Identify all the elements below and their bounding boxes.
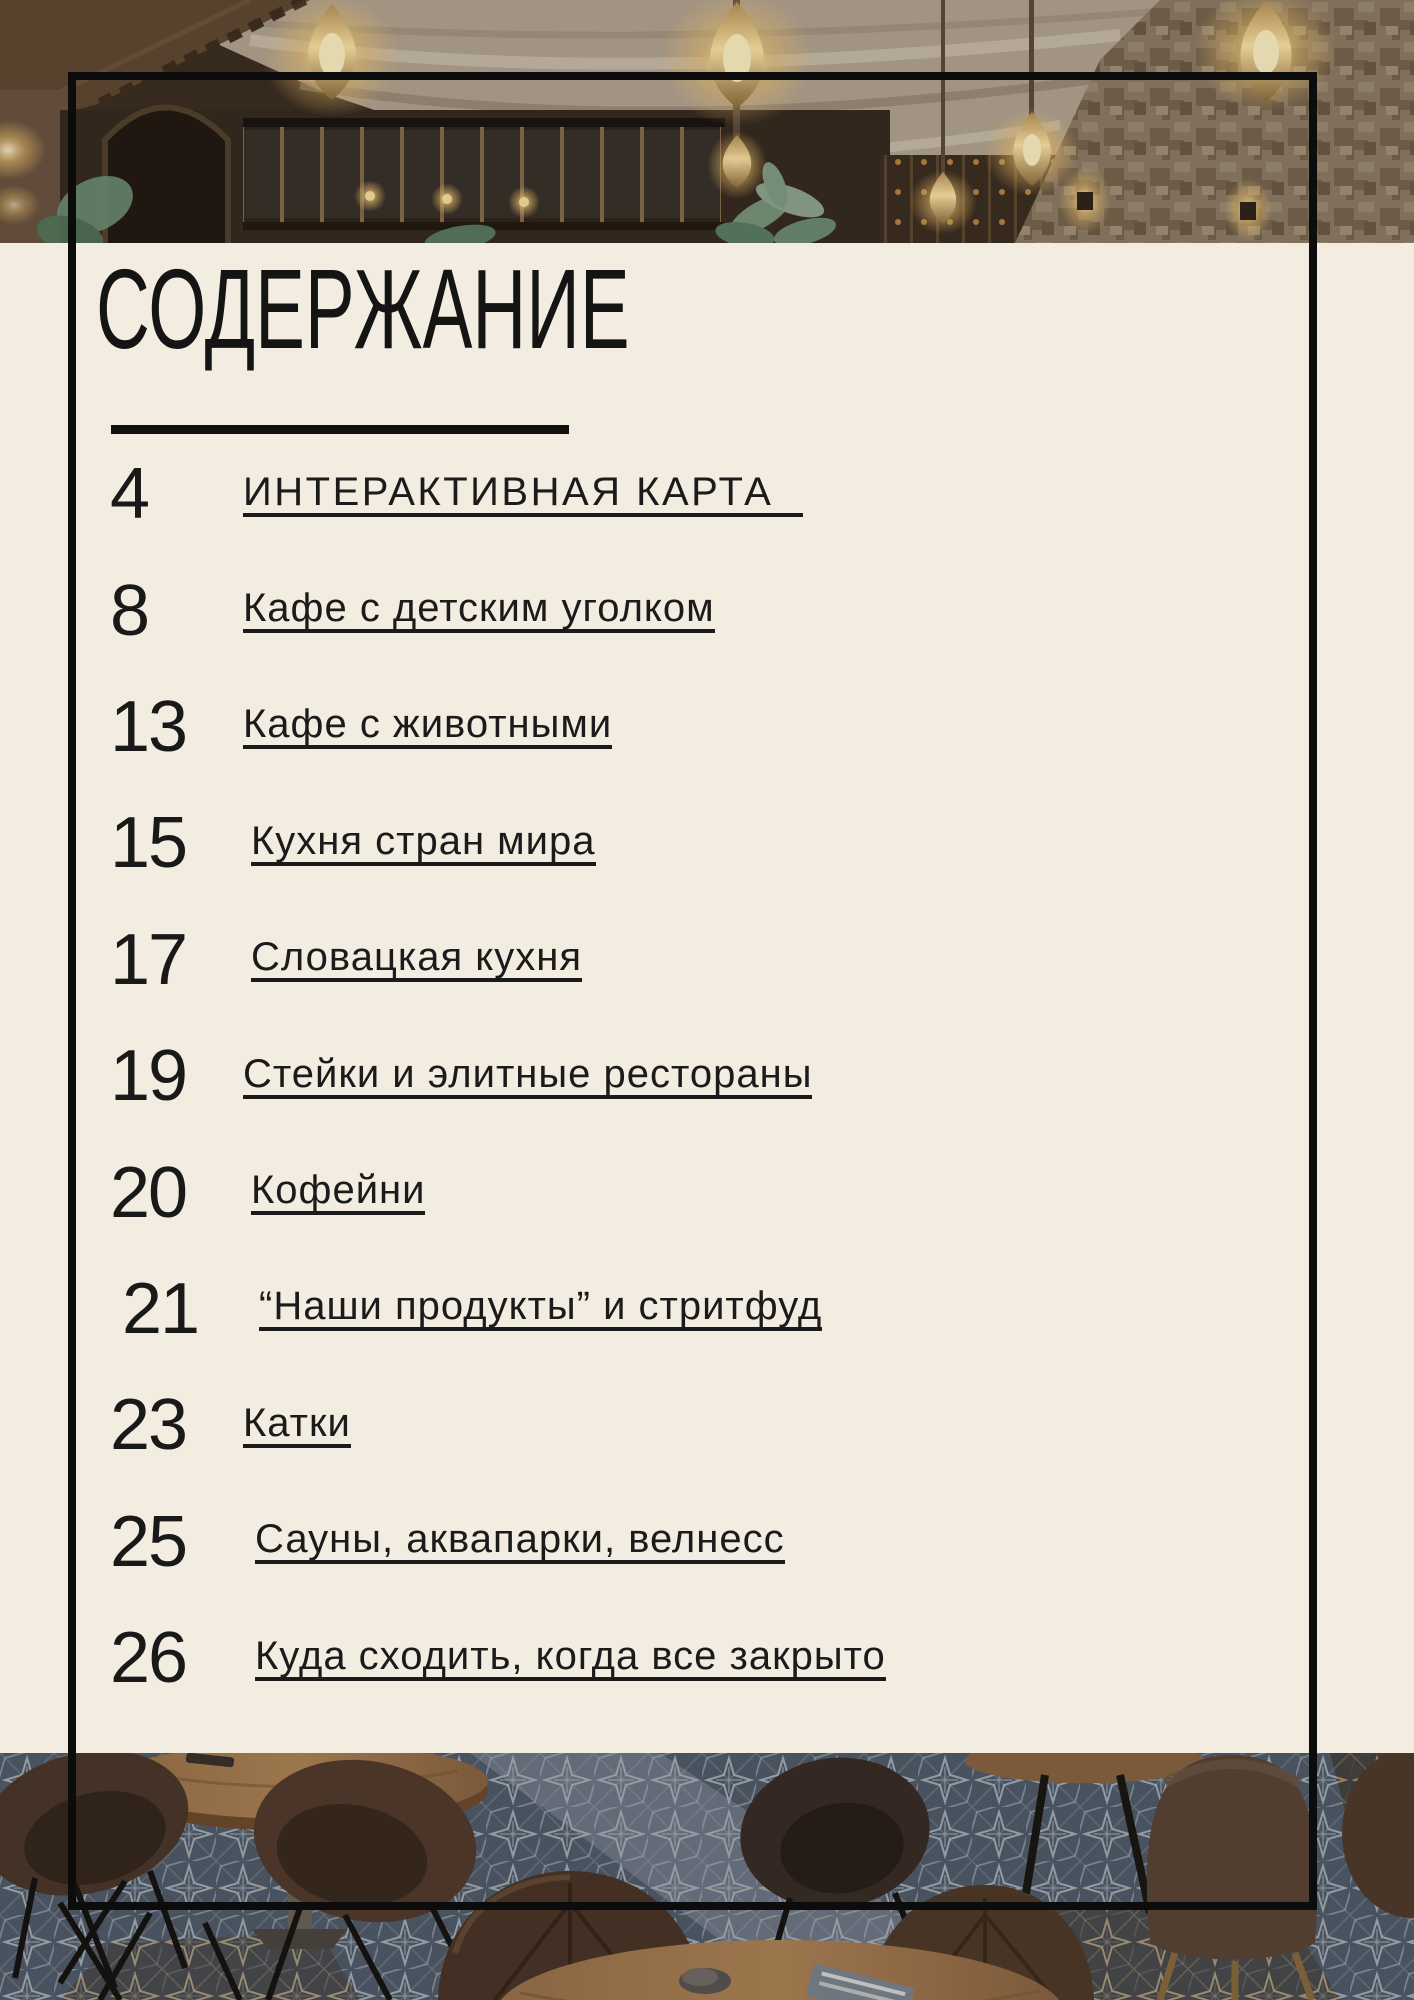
toc-link[interactable]: Сауны, аквапарки, велнесс [255, 1519, 785, 1564]
toc-row [0, 1367, 1414, 1483]
restaurant-interior-photo [0, 0, 1414, 243]
toc-row [0, 902, 1414, 1018]
toc-row [0, 1018, 1414, 1134]
toc-row [0, 669, 1414, 785]
toc-page-number: 26 [110, 1618, 187, 1699]
toc-page-number: 23 [110, 1385, 187, 1466]
toc-page-number: 17 [110, 919, 187, 1000]
title-underline [111, 425, 569, 434]
page-title: СОДЕРЖАНИЕ [96, 246, 630, 372]
toc-link[interactable]: Кофейни [251, 1170, 425, 1215]
toc-page-number: 8 [110, 570, 149, 651]
toc-list [0, 436, 1414, 1716]
toc-row [0, 1484, 1414, 1600]
toc-link[interactable]: “Наши продукты” и стритфуд [259, 1286, 822, 1331]
toc-page-number: 21 [122, 1268, 199, 1349]
toc-link[interactable]: Кафе с детским уголком [243, 588, 715, 633]
toc-link[interactable]: Катки [243, 1403, 351, 1448]
toc-row [0, 1134, 1414, 1250]
toc-row [0, 1600, 1414, 1716]
restaurant-interior-illustration [0, 0, 1414, 243]
toc-link[interactable]: Стейки и элитные рестораны [243, 1054, 812, 1099]
toc-page-number: 25 [110, 1501, 187, 1582]
toc-page-number: 4 [110, 454, 149, 535]
toc-row [0, 785, 1414, 901]
restaurant-tables-photo [0, 1753, 1414, 2000]
toc-link[interactable]: Кафе с животными [243, 704, 612, 749]
toc-page-number: 13 [110, 686, 187, 767]
toc-link[interactable]: Куда сходить, когда все закрыто [255, 1636, 886, 1681]
toc-row [0, 436, 1414, 552]
toc-row [0, 1251, 1414, 1367]
toc-row [0, 552, 1414, 668]
toc-link[interactable]: Кухня стран мира [251, 821, 596, 866]
restaurant-tables-illustration [0, 1753, 1414, 2000]
toc-page-number: 20 [110, 1152, 187, 1233]
toc-page-number: 19 [110, 1036, 187, 1117]
toc-page-number: 15 [110, 803, 187, 884]
toc-link[interactable]: ИНТЕРАКТИВНАЯ КАРТА [243, 472, 803, 517]
toc-link[interactable]: Словацкая кухня [251, 937, 582, 982]
